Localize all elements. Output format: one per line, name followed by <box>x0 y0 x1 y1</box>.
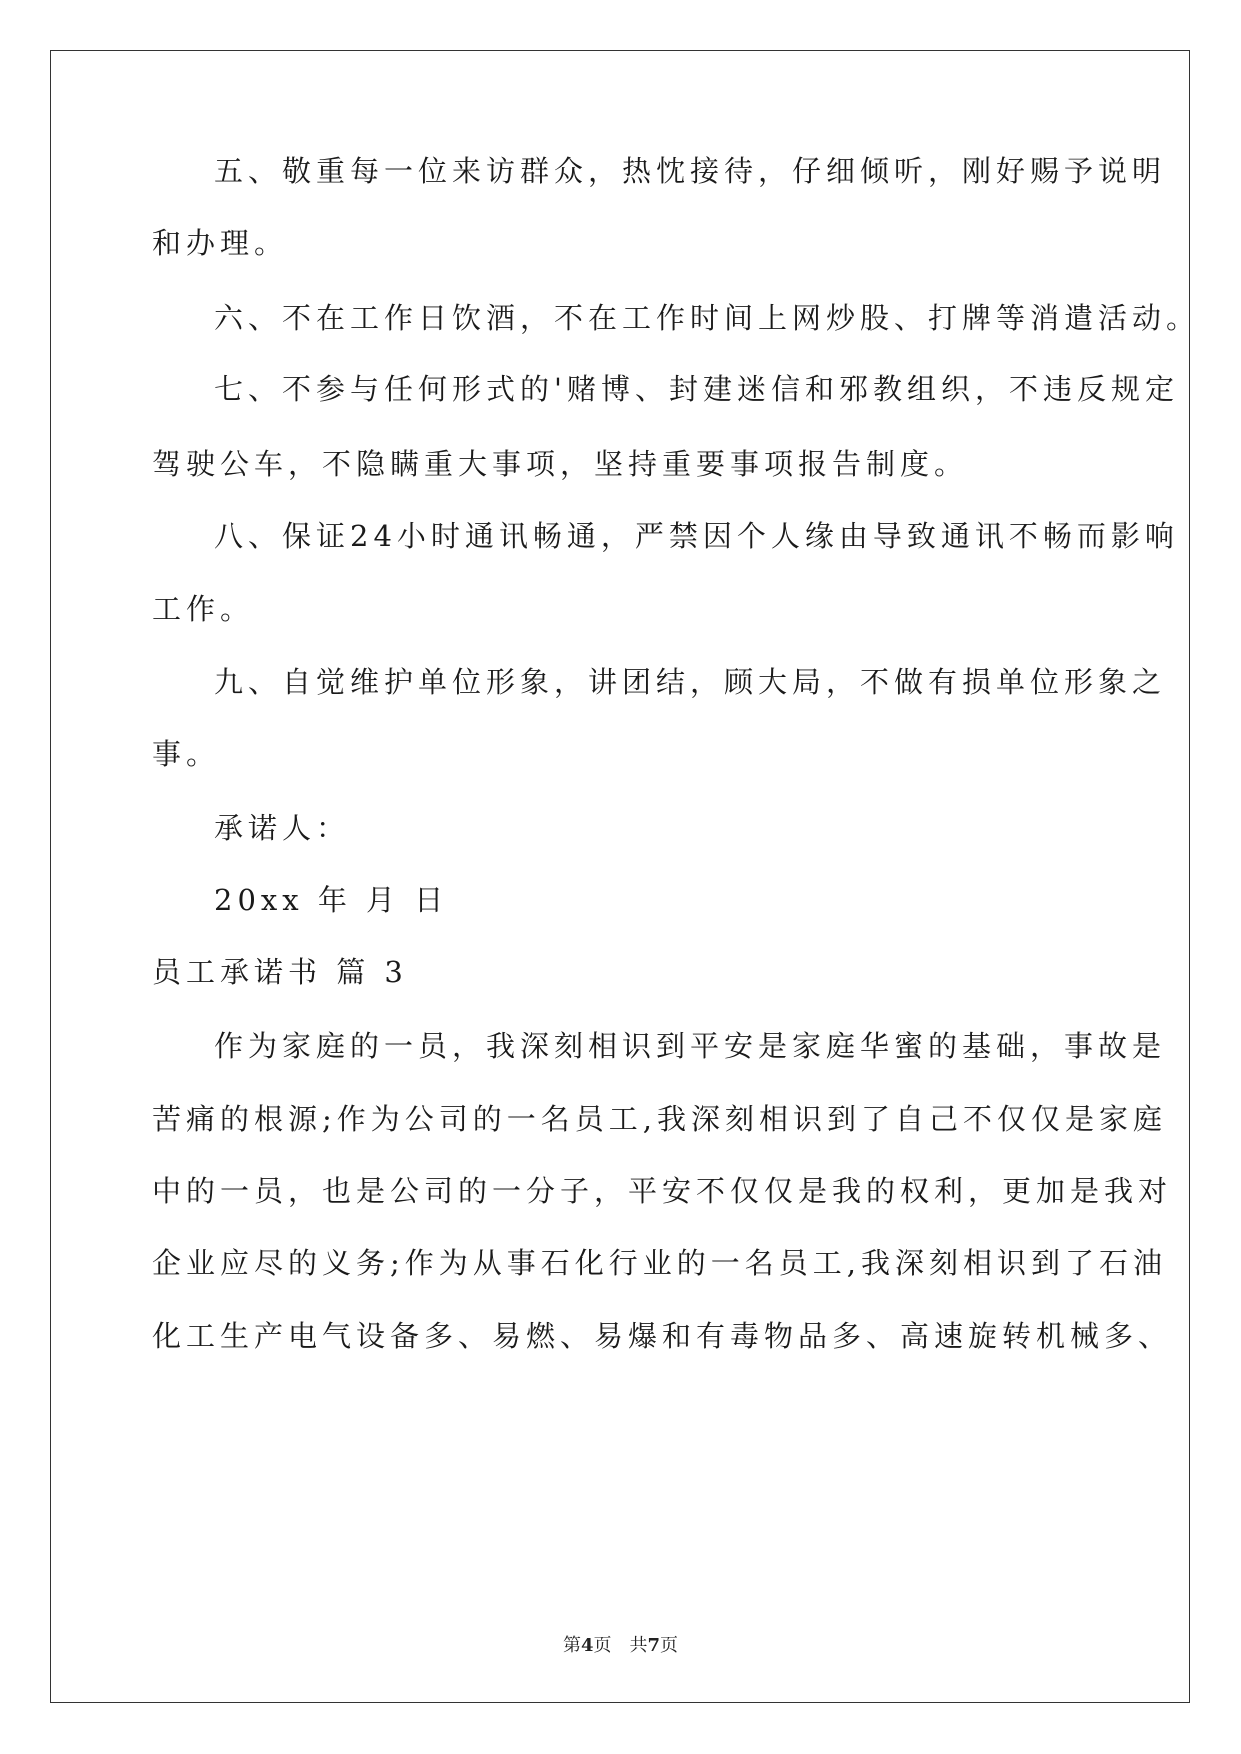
signatory-label: 承诺人： <box>214 811 351 845</box>
paragraph-line: 苦痛的根源;作为公司的一名员工,我深刻相识到了自己不仅仅是家庭 <box>152 1102 1167 1136</box>
paragraph-line: 七、不参与任何形式的'赌博、封建迷信和邪教组织，不违反规定 <box>214 372 1179 406</box>
footer-prefix: 第 <box>562 1635 581 1656</box>
footer-page-unit: 页 <box>593 1635 612 1656</box>
paragraph-line: 八、保证24小时通讯畅通，严禁因个人缘由导致通讯不畅而影响 <box>214 519 1179 553</box>
paragraph-line: 作为家庭的一员，我深刻相识到平安是家庭华蜜的基础，事故是 <box>214 1029 1167 1063</box>
paragraph-line: 和办理。 <box>152 226 289 260</box>
paragraph-line: 企业应尽的义务;作为从事石化行业的一名员工,我深刻相识到了石油 <box>152 1246 1167 1280</box>
paragraph-line: 中的一员，也是公司的一分子，平安不仅仅是我的权利，更加是我对 <box>152 1174 1173 1208</box>
paragraph-line: 五、敬重每一位来访群众，热忱接待，仔细倾听，刚好赐予说明 <box>214 154 1167 188</box>
date-line: 20xx 年 月 日 <box>214 883 449 917</box>
paragraph-line: 化工生产电气设备多、易燃、易爆和有毒物品多、高速旋转机械多、 <box>152 1319 1173 1353</box>
footer-total-unit: 页 <box>660 1635 679 1656</box>
paragraph-line: 六、不在工作日饮酒，不在工作时间上网炒股、打牌等消遣活动。 <box>214 301 1201 335</box>
footer-total-prefix: 共 <box>629 1635 648 1656</box>
paragraph-line: 工作。 <box>152 592 255 626</box>
paragraph-line: 驾驶公车，不隐瞒重大事项，坚持重要事项报告制度。 <box>152 447 969 481</box>
paragraph-line: 事。 <box>152 737 221 771</box>
section-heading: 员工承诺书 篇 3 <box>152 955 408 989</box>
footer-page-number: 4 <box>580 1635 594 1656</box>
paragraph-line: 九、自觉维护单位形象，讲团结，顾大局，不做有损单位形象之 <box>214 665 1167 699</box>
footer-total-pages: 7 <box>647 1635 661 1656</box>
page-footer <box>0 1631 1241 1657</box>
page-frame <box>50 50 1190 1703</box>
